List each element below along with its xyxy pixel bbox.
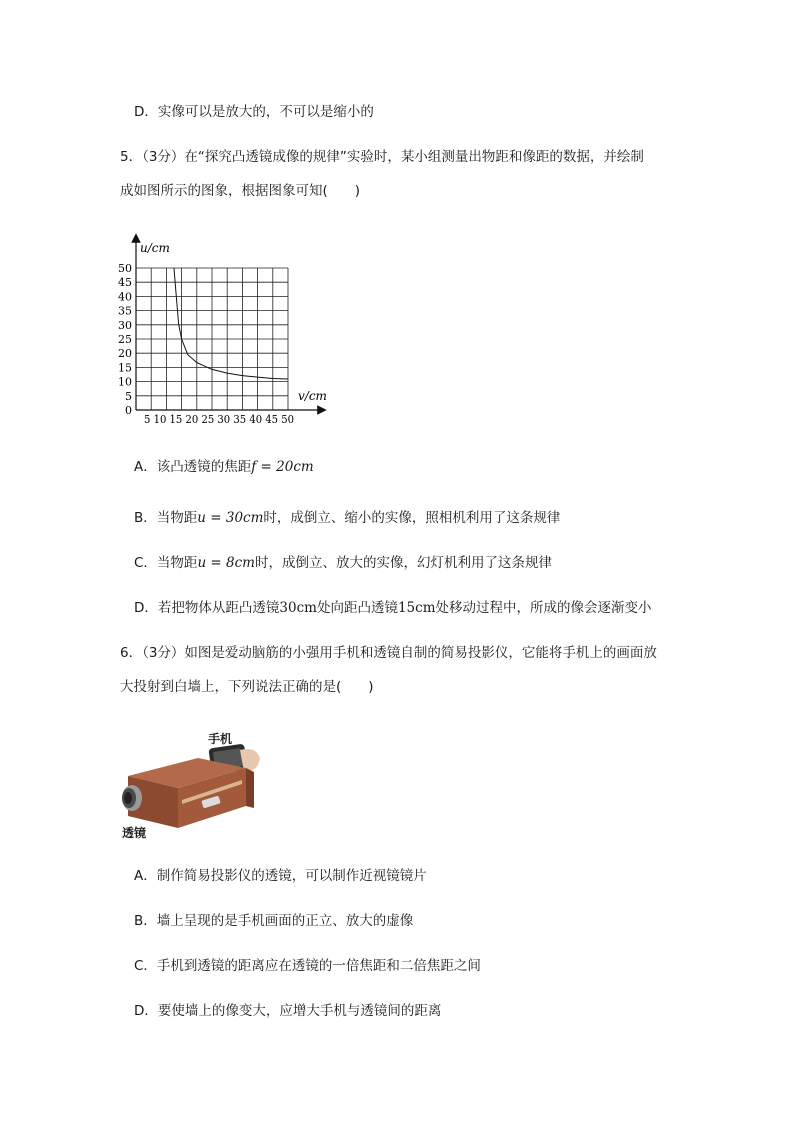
y-tick-label: 45 [118, 276, 132, 290]
focal-length-math: f = 20cm [251, 459, 314, 475]
q5-option-b: B．当物距u = 30cm时，成倒立、缩小的实像，照相机利用了这条规律 [134, 510, 561, 526]
q6-stem-line2: 大投射到白墙上，下列说法正确的是( ) [120, 679, 374, 695]
x-tick-labels: 5 10 15 20 25 30 35 40 45 50 [144, 412, 294, 426]
q5-option-a: A．该凸透镜的焦距f = 20cm [134, 459, 314, 475]
u-v-graph [110, 230, 330, 430]
y-tick-label: 0 [125, 404, 132, 417]
q5-stem-line1: 5．（3分）在“探究凸透镜成像的规律”实验时，某小组测量出物距和像距的数据，并绘制 [120, 149, 644, 165]
chart-grid [136, 268, 288, 410]
q6-stem-line1: 6．（3分）如图是爱动脑筋的小强用手机和透镜自制的简易投影仪，它能将手机上的画面放 [120, 645, 657, 661]
q5-stem-line2: 成如图所示的图象，根据图象可知( ) [120, 183, 361, 199]
phone-label: 手机 [208, 732, 233, 746]
y-tick-label: 10 [118, 375, 132, 389]
q5-option-d: D．若把物体从距凸透镜30cm处向距凸透镜15cm处移动过程中，所成的像会逐渐变小 [134, 600, 652, 616]
q6-option-a: A．制作简易投影仪的透镜，可以制作近视镜镜片 [134, 868, 427, 884]
q4-option-d: D．实像可以是放大的，不可以是缩小的 [134, 104, 374, 120]
projector-photo [118, 728, 268, 838]
u-v-curve [174, 268, 288, 379]
y-tick-label: 50 [118, 262, 132, 275]
y-tick-label: 35 [118, 304, 132, 318]
x-axis-label: v/cm [298, 389, 327, 403]
lens-label: 透镜 [122, 826, 147, 840]
q5-option-c: C．当物距u = 8cm时，成倒立、放大的实像，幻灯机利用了这条规律 [134, 555, 552, 571]
y-tick-label: 40 [118, 290, 132, 304]
q6-option-c: C．手机到透镜的距离应在透镜的一倍焦距和二倍焦距之间 [134, 958, 481, 974]
y-tick-label: 15 [118, 361, 132, 375]
y-tick-label: 5 [125, 389, 132, 403]
q6-option-d: D．要使墙上的像变大，应增大手机与透镜间的距离 [134, 1003, 442, 1019]
y-tick-label: 20 [118, 347, 132, 361]
y-tick-label: 30 [118, 318, 132, 332]
q6-option-b: B．墙上呈现的是手机画面的正立、放大的虚像 [134, 913, 414, 929]
y-tick-label: 25 [118, 333, 132, 346]
projector-figure [118, 728, 268, 838]
y-axis-label: u/cm [140, 241, 170, 255]
